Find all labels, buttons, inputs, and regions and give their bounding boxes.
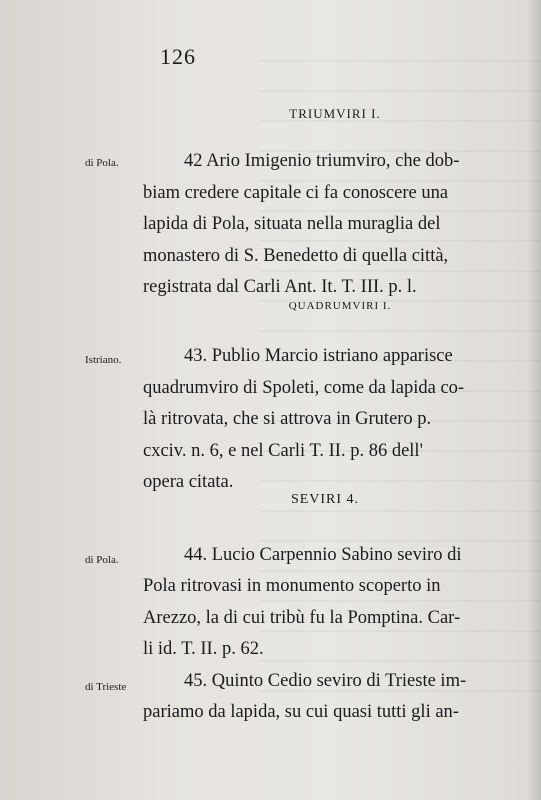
entry-42-line: lapida di Pola, situata nella muraglia del [143, 214, 441, 234]
section-heading-triumviri: TRIUMVIRI I. [289, 106, 381, 121]
entry-44-line: Pola ritrovasi in monumento scoperto in [143, 576, 441, 596]
entry-42-line: monastero di S. Benedetto di quella città, [143, 246, 449, 266]
entry-42-line: biam credere capitale ci fa conoscere una [143, 183, 449, 203]
section-heading-seviri: SEVIRI 4. [290, 492, 360, 507]
margin-note-istriano: Istriano. [85, 354, 122, 366]
entry-43-line: là ritrovata, che si attrova in Grutero p. [143, 409, 432, 429]
entry-43-line: cxciv. n. 6, e nel Carli T. II. p. 86 dell' [143, 441, 423, 461]
entry-42-line: registrata dal Carli Ant. It. T. III. p. l. [143, 277, 417, 297]
entry-42-line: 42 Ario Imigenio triumviro, che dob- [184, 151, 460, 171]
entry-43-line: 43. Publio Marcio istriano apparisce [184, 346, 453, 366]
entry-43-line: opera citata. [143, 472, 234, 492]
entry-44-line: 44. Lucio Carpennio Sabino seviro di [184, 545, 462, 565]
page-edge-shadow [527, 0, 541, 800]
entry-43-line: quadrumviro di Spoleti, come da lapida co- [143, 378, 465, 398]
margin-note-di-pola: di Pola. [85, 157, 119, 169]
entry-44-line: Arezzo, la di cui tribù fu la Pomptina. Car- [143, 608, 461, 628]
page-number: 126 [160, 44, 196, 69]
margin-note-di-pola: di Pola. [85, 554, 119, 566]
margin-note-di-trieste: di Trieste [85, 681, 127, 693]
entry-45-line: pariamo da lapida, su cui quasi tutti gli an- [143, 702, 459, 722]
entry-45-line: 45. Quinto Cedio seviro di Trieste im- [184, 671, 467, 691]
entry-44-line: li id. T. II. p. 62. [143, 639, 264, 659]
section-heading-quadrumviri: QUADRUMVIRI I. [288, 300, 392, 312]
